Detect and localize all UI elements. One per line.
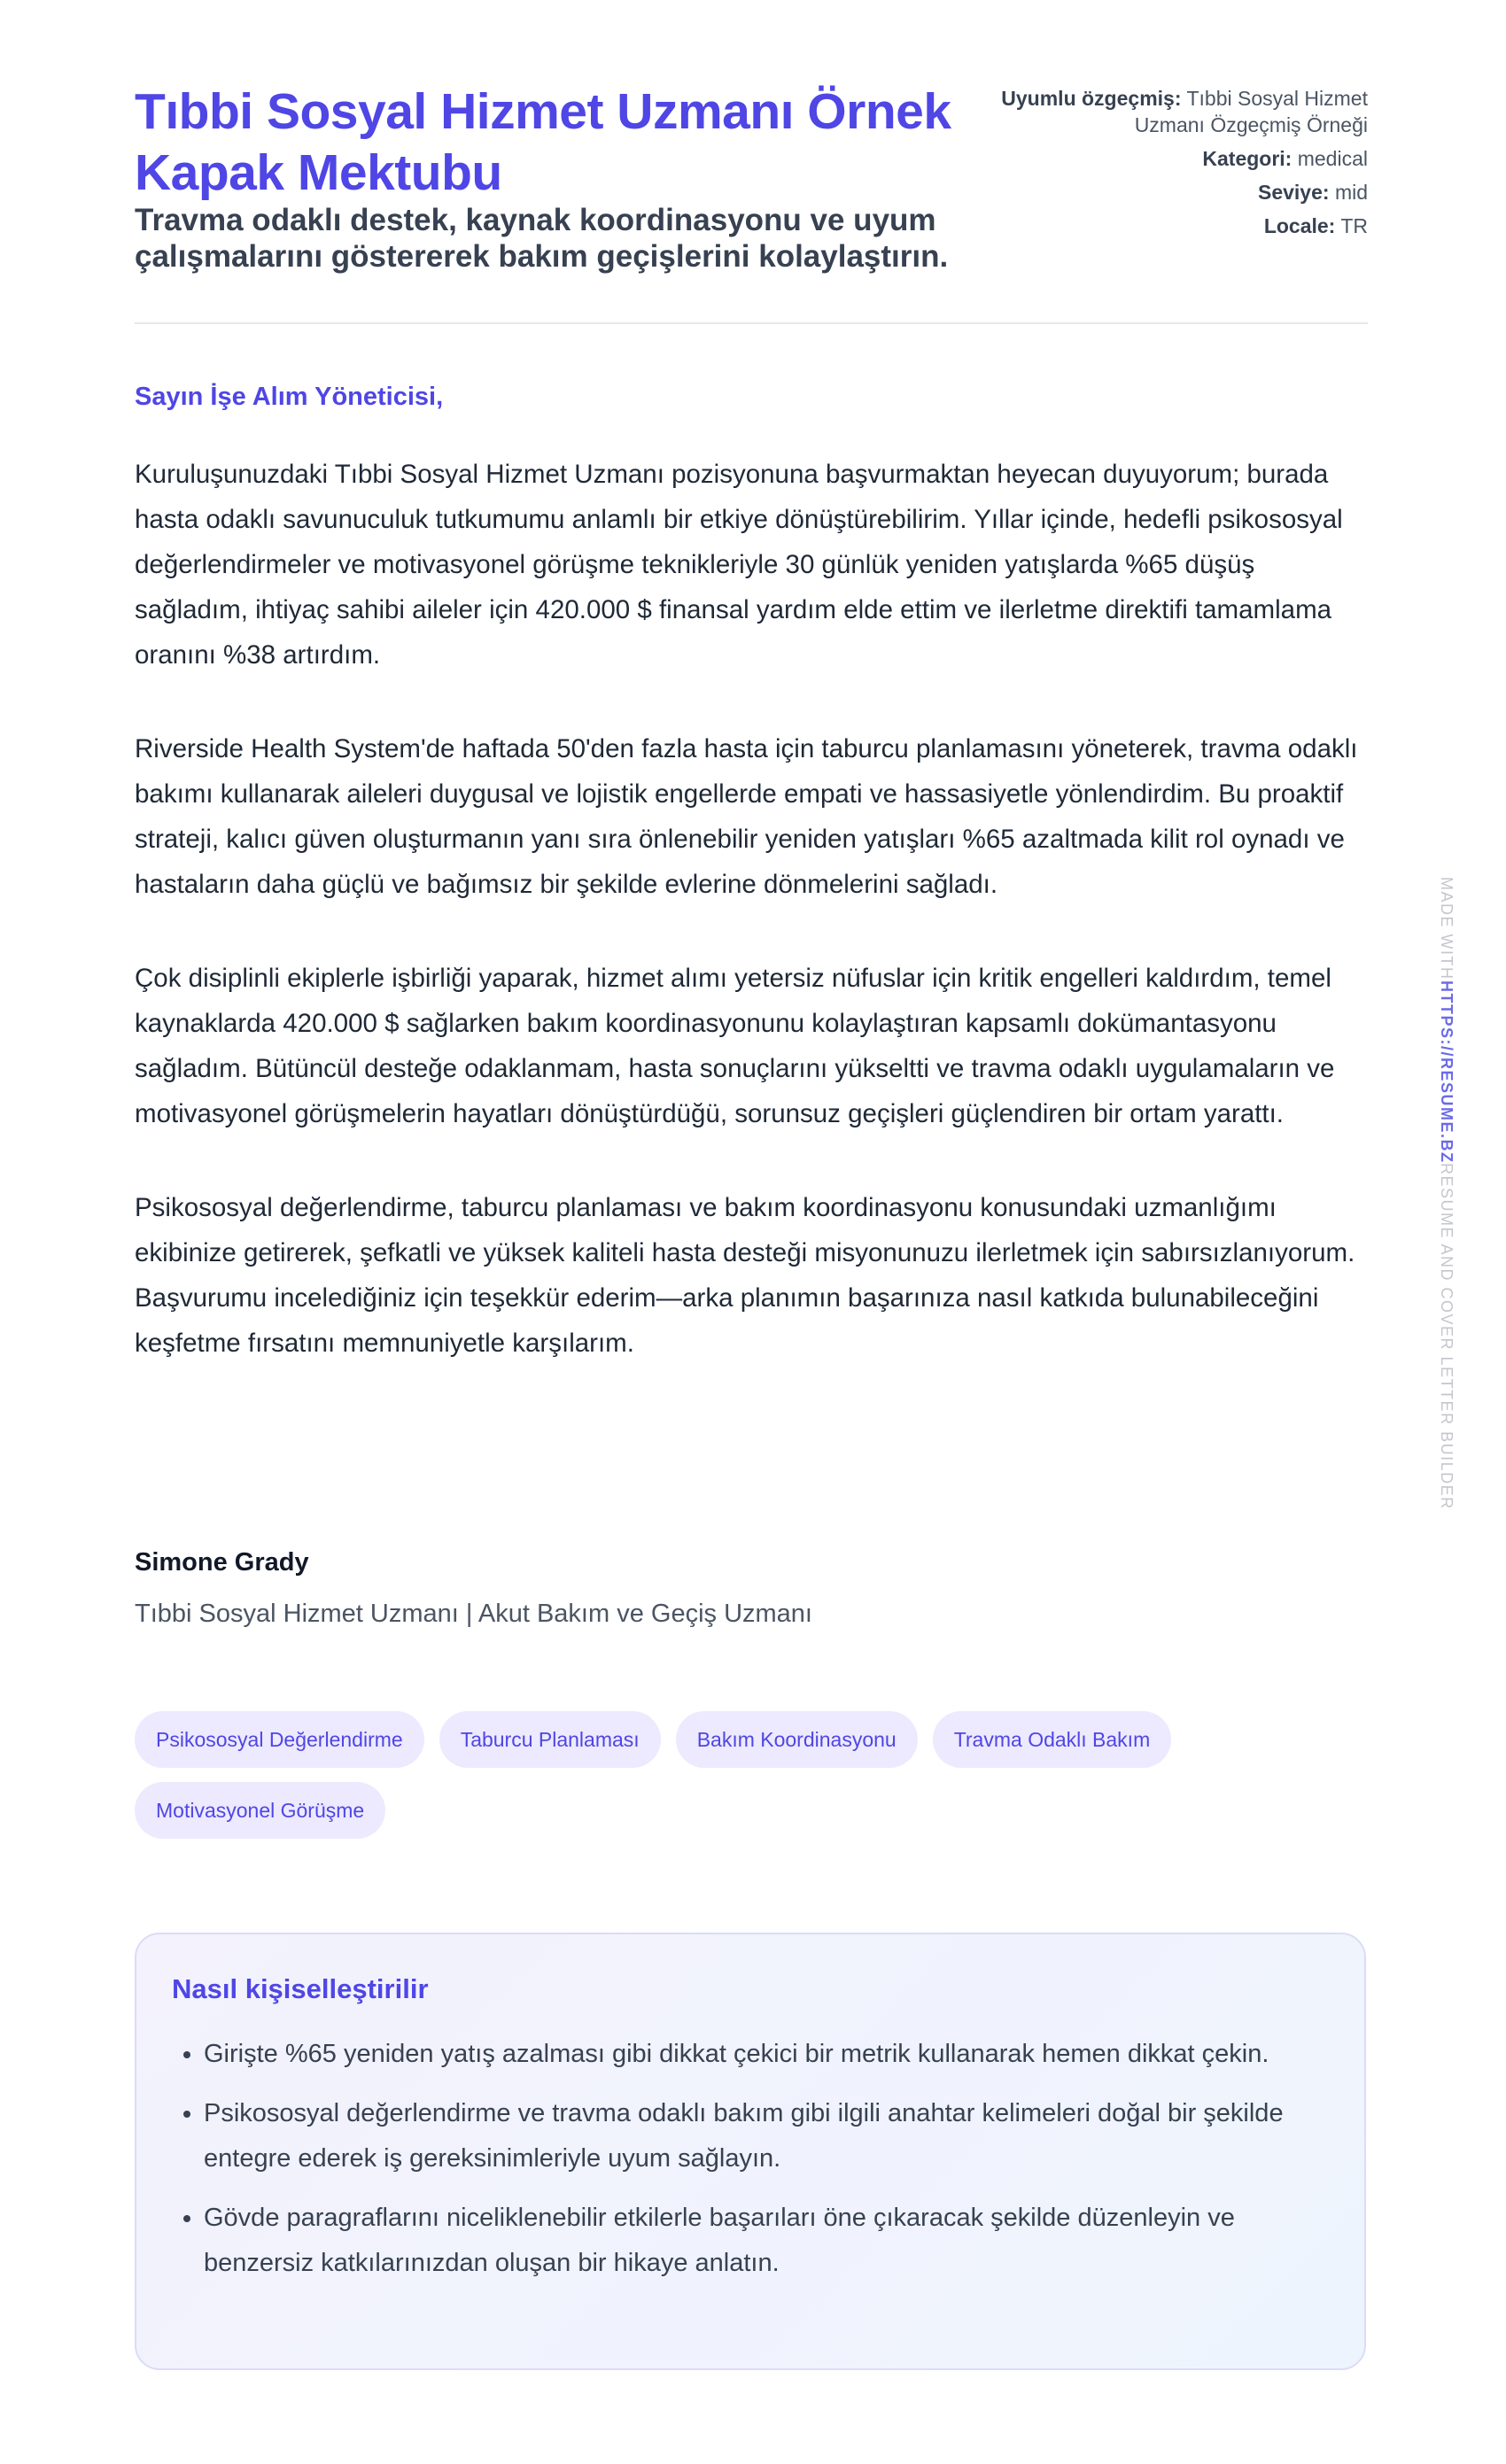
tips-list — [172, 2032, 1329, 2286]
meta-label: Seviye: — [1257, 181, 1330, 204]
page-subtitle: Travma odaklı destek, kaynak koordinasyonu ve uyum çalışmalarını göstererek bakım geçişlerini kolaylaştırın. — [135, 203, 949, 274]
page-title: Tıbbi Sosyal Hizmet Uzmanı Örnek Kapak Mektubu — [135, 83, 951, 201]
paragraph: Kuruluşunuzdaki Tıbbi Sosyal Hizmet Uzmanı pozisyonuna başvurmaktan heyecan duyuyorum; burada hasta odaklı savunuculuk tutkumumu anlamlı bir etkiye dönüştürebilirim. Yıllar içinde, hedefli psikososyal değerlendirmeler ve motivasyonel görüşme teknikleriyle 30 günlük yeniden yatışlarda %65 düşüş sağladım, ihtiyaç sahibi aileler için 420.000 $ finansal yardım elde ettim ve ilerletme direktifi tamamlama oranını %38 artırdım. — [135, 460, 1343, 670]
skill-tag: Psikososyal Değerlendirme — [135, 1711, 424, 1768]
tip-item: • Girişte %65 yeniden yatış azalması gibi dikkat çekici bir metrik kullanarak hemen dikkat çekin. — [204, 2032, 1329, 2077]
watermark — [1437, 877, 1456, 1510]
watermark-suffix: RESUME AND COVER LETTER BUILDER — [1438, 1163, 1456, 1510]
paragraph: Psikososyal değerlendirme, taburcu planlaması ve bakım koordinasyonu konusundaki uzmanlığımı ekibinize getirerek, şefkatli ve yüksek kaliteli hasta desteği misyonunuzu ilerletmek için sabırsızlanıyorum. Başvurumu incelediğiniz için teşekkür ederim—arka planımın başarınıza nasıl katkıda bulunabileceğini keşfetme fırsatını memnuniyetle karşılarım. — [135, 1193, 1355, 1358]
watermark-prefix: MADE WITH — [1438, 877, 1456, 980]
meta-value: medical — [1297, 147, 1368, 170]
meta-info — [996, 85, 1368, 246]
meta-label: Uyumlu özgeçmiş: — [1001, 87, 1182, 110]
tip-item: • Psikososyal değerlendirme ve travma odaklı bakım gibi ilgili anahtar kelimeleri doğal bir şekilde entegre ederek iş gereksinimleriyle uyum sağlayın. — [204, 2091, 1329, 2181]
signature-role: Tıbbi Sosyal Hizmet Uzmanı | Akut Bakım ve Geçiş Uzmanı — [135, 1600, 812, 1628]
page-header — [135, 0, 1368, 324]
meta-resume — [996, 85, 1368, 138]
watermark-link[interactable]: HTTPS://RESUME.BZ — [1438, 980, 1456, 1164]
meta-value: Tıbbi Sosyal Hizmet Uzmanı Özgeçmiş Örneği — [1134, 87, 1368, 136]
tips-title: Nasıl kişiselleştirilir — [172, 1973, 429, 2004]
meta-category — [996, 145, 1368, 172]
salutation: Sayın İşe Alım Yöneticisi, — [135, 383, 444, 411]
tips-box — [135, 1933, 1366, 2370]
paragraph: Riverside Health System'de haftada 50'den fazla hasta için taburcu planlamasını yöneterek, travma odaklı bakımı kullanarak aileleri duygusal ve lojistik engellerde empati ve hassasiyetle yönlendirdim. Bu proaktif strateji, kalıcı güven oluşturmanın yanı sıra önlenebilir yeniden yatışları %65 azaltmada kilit rol oynadı ve hastaların daha güçlü ve bağımsız bir şekilde evlerine dönmelerini sağladı. — [135, 734, 1358, 899]
meta-value: mid — [1334, 181, 1368, 204]
meta-value: TR — [1340, 214, 1368, 237]
signature-name: Simone Grady — [135, 1548, 309, 1577]
cover-letter-page — [135, 0, 1368, 2277]
skill-tag: Motivasyonel Görüşme — [135, 1782, 385, 1839]
skill-tag: Taburcu Planlaması — [439, 1711, 661, 1768]
skill-tag: Travma Odaklı Bakım — [933, 1711, 1172, 1768]
meta-label: Locale: — [1263, 214, 1336, 237]
paragraph: Çok disiplinli ekiplerle işbirliği yaparak, hizmet alımı yetersiz nüfuslar için kritik engelleri kaldırdım, temel kaynaklarda 420.000 $ sağlarken bakım koordinasyonunu kolaylaştıran kapsamlı dokümantasyonu sağladım. Bütüncül desteğe odaklanmam, hasta sonuçlarını yükseltti ve travma odaklı uygulamaların ve motivasyonel görüşmelerin hayatları dönüştürdüğü, sorunsuz geçişleri güçlendiren bir ortam yarattı. — [135, 964, 1335, 1128]
meta-level — [996, 179, 1368, 205]
skill-tags — [135, 1711, 1368, 1839]
meta-label: Kategori: — [1202, 147, 1293, 170]
tip-item: • Gövde paragraflarını niceliklenebilir etkilerle başarıları öne çıkaracak şekilde düzenleyin ve benzersiz katkılarınızdan oluşan bir hikaye anlatın. — [204, 2196, 1329, 2286]
meta-locale — [996, 213, 1368, 239]
skill-tag: Bakım Koordinasyonu — [676, 1711, 918, 1768]
letter-body — [135, 452, 1368, 1414]
